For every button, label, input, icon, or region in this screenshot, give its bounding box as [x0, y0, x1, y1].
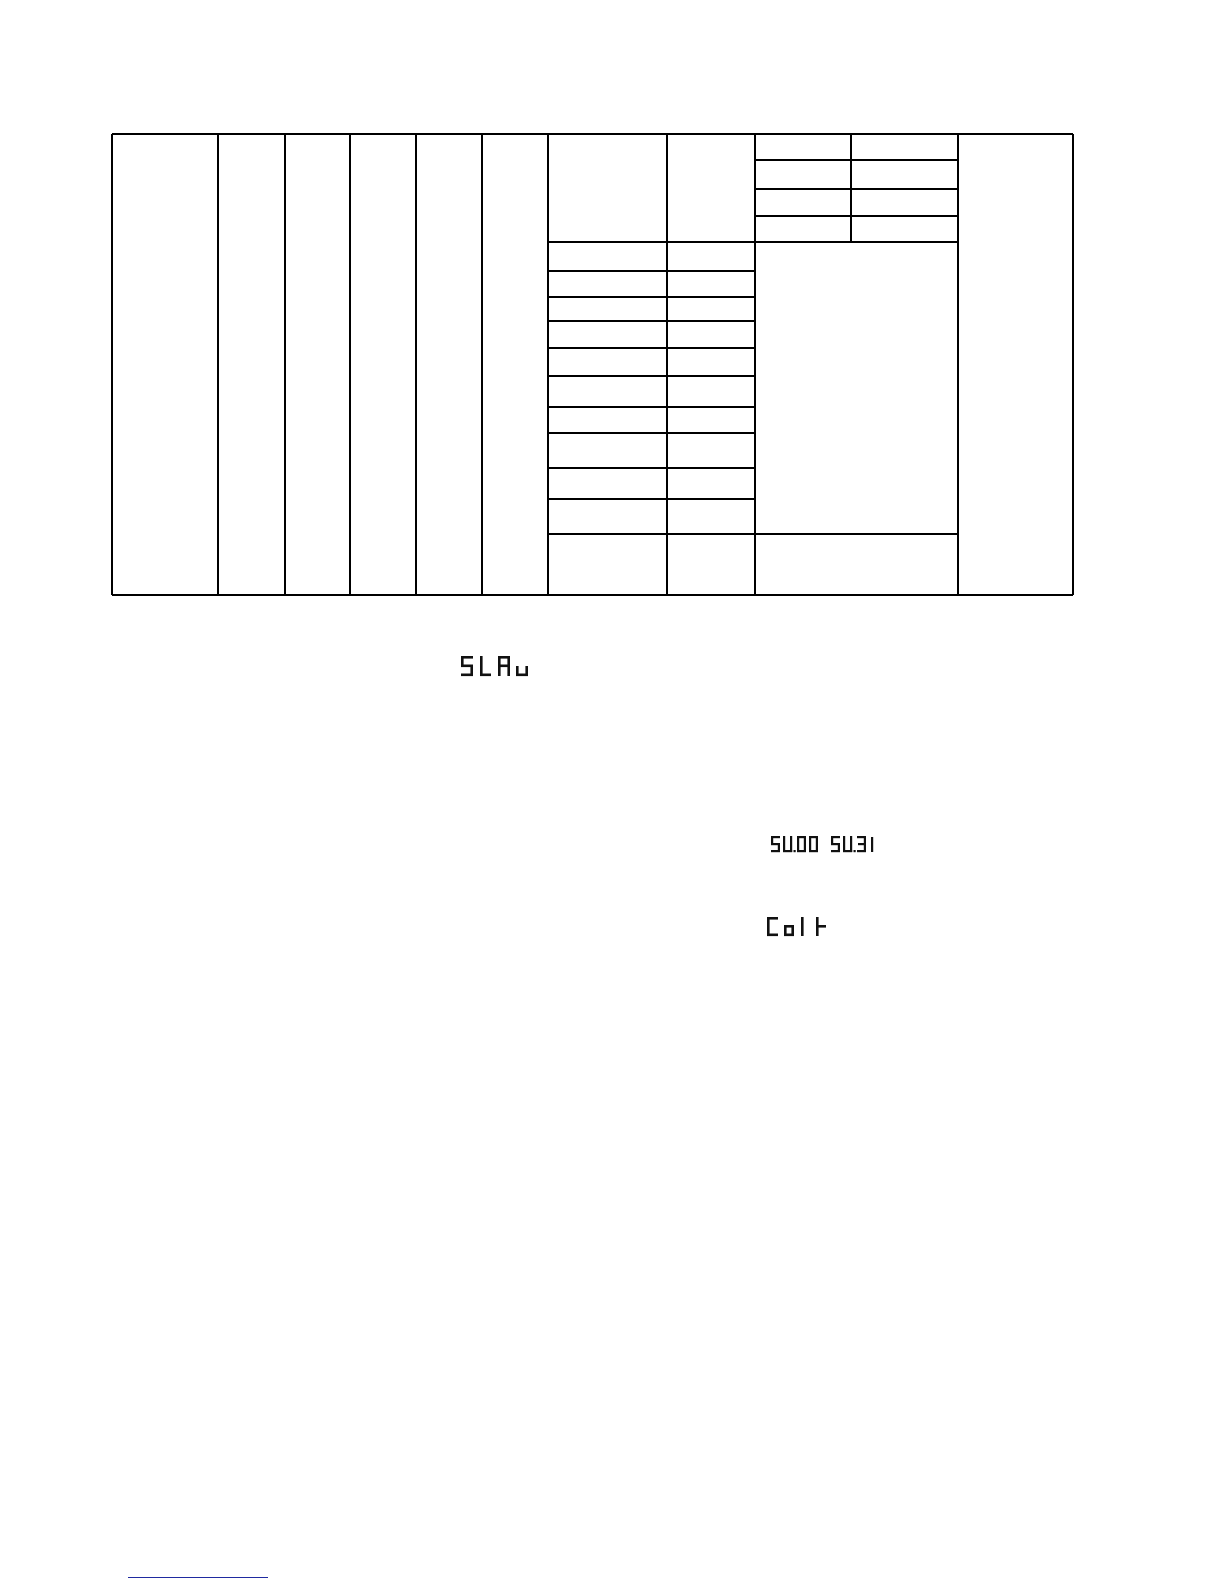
state-code-display [766, 915, 830, 937]
mode-code-glyph [460, 655, 530, 677]
range-code-glyph [770, 834, 882, 856]
parameter-table [0, 0, 1225, 610]
state-code-glyph [766, 915, 830, 939]
table-grid [0, 0, 1225, 610]
mode-code-display [460, 655, 530, 677]
range-code-display [770, 834, 882, 856]
footnote-separator [128, 1577, 268, 1578]
